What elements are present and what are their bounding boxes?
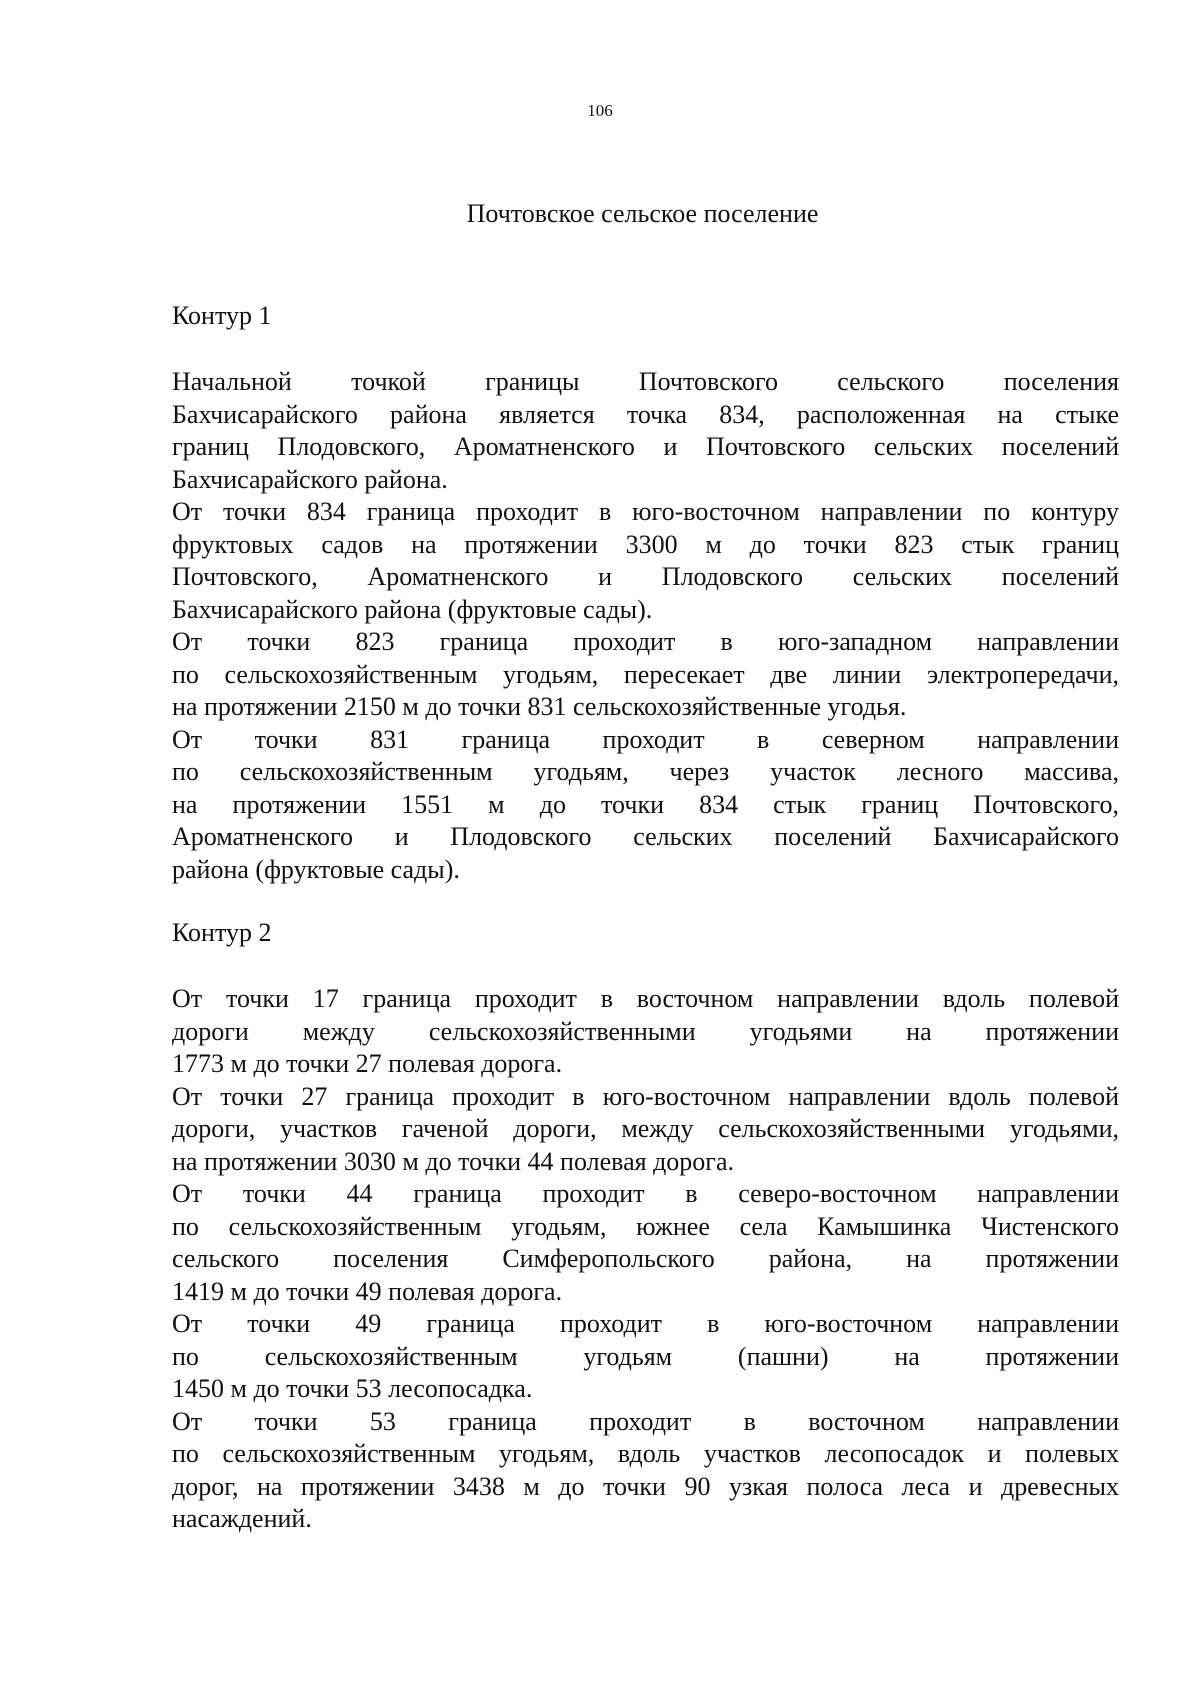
text-line: Почтовского, Ароматненского и Плодовского сельских поселений xyxy=(172,562,1119,591)
text-line: От точки 823 граница проходит в юго-западном направлении xyxy=(172,627,1119,656)
text-line: на протяжении 1551 м до точки 834 стык границ Почтовского, xyxy=(172,789,1119,819)
paragraph xyxy=(172,496,1119,626)
text-line: по сельскохозяйственным угодьям, пересекает две линии электропередачи, xyxy=(172,659,1119,689)
text-line: границ Плодовского, Ароматненского и Почтовского сельских поселений xyxy=(172,432,1119,461)
page-number: 106 xyxy=(587,101,613,120)
text-line: дорог, на протяжении 3438 м до точки 90 узкая полоса леса и древесных xyxy=(172,1471,1119,1501)
contour-1-body xyxy=(172,366,1119,886)
text-line: по сельскохозяйственным угодьям, вдоль участков лесопосадок и полевых xyxy=(172,1439,1119,1468)
text-line: 1773 м до точки 27 полевая дорога. xyxy=(172,1049,563,1078)
text-line: Бахчисарайского района. xyxy=(172,464,448,494)
text-line: по сельскохозяйственным угодьям, через участок лесного массива, xyxy=(172,757,1119,786)
text-line: фруктовых садов на протяжении 3300 м до точки 823 стык границ xyxy=(172,529,1119,559)
text-line: дороги между сельскохозяйственными угодьями на протяжении xyxy=(172,1016,1119,1046)
text-line: От точки 834 граница проходит в юго-восточном направлении по контуру xyxy=(172,497,1119,526)
text-line: Бахчисарайского района является точка 834, расположенная на стыке xyxy=(172,399,1119,429)
text-line: сельского поселения Симферопольского района, на протяжении xyxy=(172,1244,1119,1273)
text-line: Ароматненского и Плодовского сельских поселений Бахчисарайского xyxy=(172,822,1119,851)
paragraph xyxy=(172,1406,1119,1536)
text-line: От точки 49 граница проходит в юго-восточном направлении xyxy=(172,1309,1119,1338)
text-line: Начальной точкой границы Почтовского сельского поселения xyxy=(172,367,1119,396)
text-line: 1419 м до точки 49 полевая дорога. xyxy=(172,1276,563,1306)
text-line: От точки 831 граница проходит в северном направлении xyxy=(172,724,1119,754)
text-line: 1450 м до точки 53 лесопосадка. xyxy=(172,1374,533,1403)
text-line: От точки 27 граница проходит в юго-восточном направлении вдоль полевой xyxy=(172,1081,1119,1111)
page-title: Почтовское сельское поселение xyxy=(466,199,819,228)
text-line: От точки 53 граница проходит в восточном направлении xyxy=(172,1406,1119,1436)
text-line: От точки 17 граница проходит в восточном направлении вдоль полевой xyxy=(172,984,1119,1013)
contour-2-heading: Контур 2 xyxy=(172,918,272,947)
text-line: по сельскохозяйственным угодьям, южнее села Камышинка Чистенского xyxy=(172,1211,1119,1241)
paragraph xyxy=(172,626,1119,724)
text-line: на протяжении 3030 м до точки 44 полевая дорога. xyxy=(172,1146,735,1176)
text-line: дороги, участков гаченой дороги, между сельскохозяйственными угодьями, xyxy=(172,1114,1119,1143)
paragraph xyxy=(172,724,1119,887)
paragraph xyxy=(172,1081,1119,1179)
text-line: насаждений. xyxy=(172,1504,312,1533)
paragraph xyxy=(172,366,1119,496)
paragraph xyxy=(172,983,1119,1081)
text-line: на протяжении 2150 м до точки 831 сельскохозяйственные угодья. xyxy=(172,692,907,721)
text-line: по сельскохозяйственным угодьям (пашни) на протяжении xyxy=(172,1341,1119,1371)
text-line: От точки 44 граница проходит в северо-восточном направлении xyxy=(172,1179,1119,1208)
paragraph xyxy=(172,1178,1119,1308)
contour-2-body xyxy=(172,983,1119,1536)
paragraph xyxy=(172,1308,1119,1406)
text-line: Бахчисарайского района (фруктовые сады). xyxy=(172,594,653,624)
text-line: района (фруктовые сады). xyxy=(172,854,460,884)
contour-1-heading: Контур 1 xyxy=(172,301,272,330)
